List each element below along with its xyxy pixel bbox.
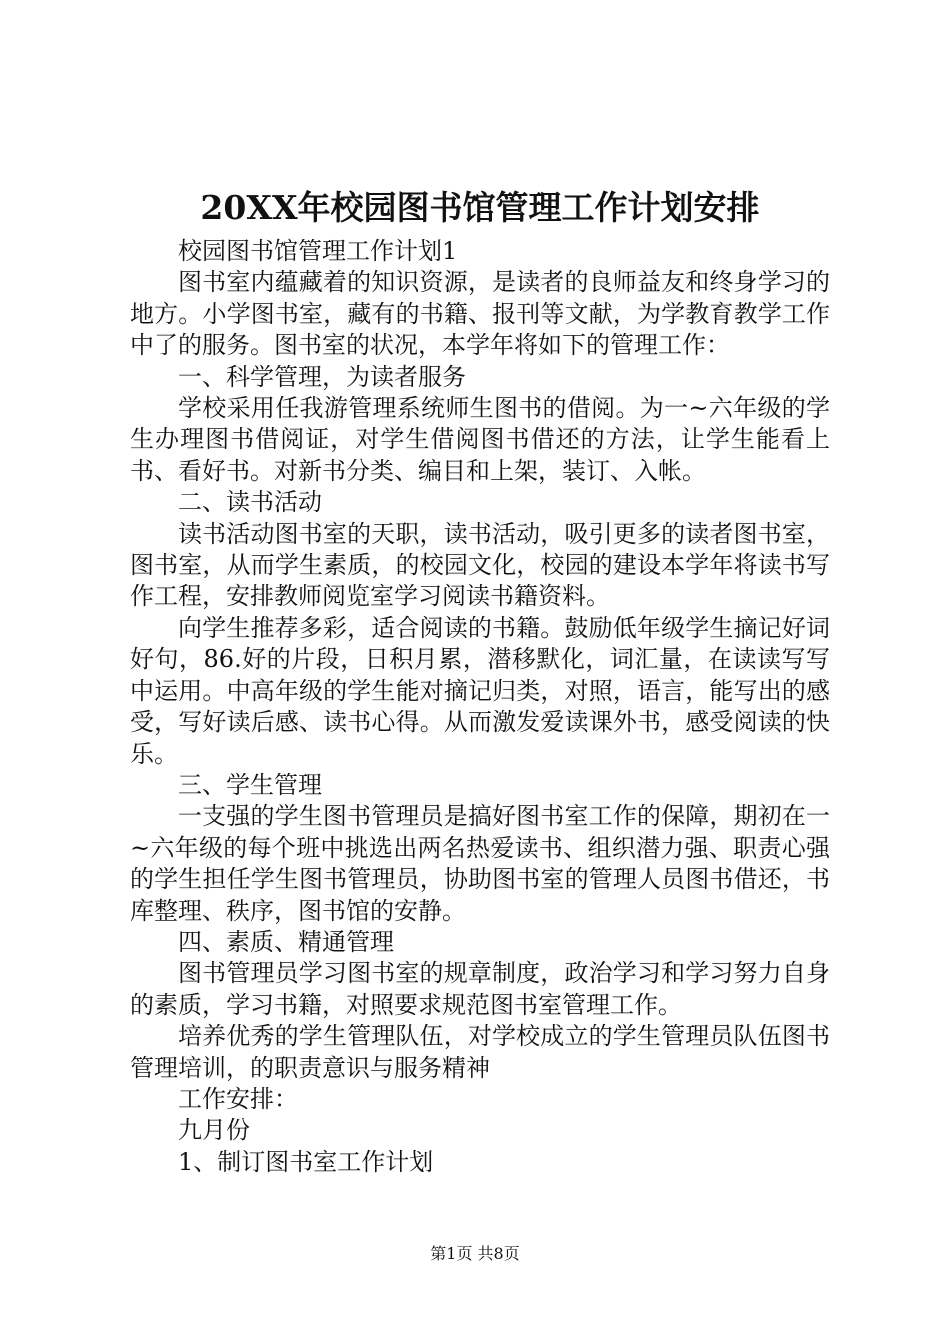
body-paragraph: 向学生推荐多彩，适合阅读的书籍。鼓励低年级学生摘记好词好句，86.好的片段，日积月累，潜移默化，词汇量，在读读写写中运用。中高年级的学生能对摘记归类，对照，语言，能写出的感受，写好读后感、读书心得。从而激发爱读课外书，感受阅读的快乐。	[130, 613, 830, 768]
section-heading-4: 四、素质、精通管理	[178, 927, 394, 956]
section-heading-plan: 校园图书馆管理工作计划1	[178, 237, 458, 265]
work-arrangement-heading: 工作安排：	[178, 1084, 298, 1113]
body-paragraph: 图书管理员学习图书室的规章制度，政治学习和学习努力自身的素质，学习书籍，对照要求规范图书室管理工作。	[130, 959, 830, 1019]
month-label: 九月份	[178, 1116, 250, 1145]
document-title: 20XX年校园图书馆管理工作计划安排	[200, 188, 760, 227]
body-paragraph: 读书活动图书室的天职，读书活动，吸引更多的读者图书室，图书室，从而学生素质，的校园文化，校园的建设本学年将读书写作工程，安排教师阅览室学习阅读书籍资料。	[130, 519, 830, 611]
body-paragraph: 学校采用任我游管理系统师生图书的借阅。为一~六年级的学生办理图书借阅证，对学生借阅图书借还的方法，让学生能看上书、看好书。对新书分类、编目和上架，装订、入帐。	[130, 394, 830, 485]
body-paragraph: 一支强的学生图书管理员是搞好图书室工作的保障，期初在一~六年级的每个班中挑选出两名热爱读书、组织潜力强、职责心强的学生担任学生图书管理员，协助图书室的管理人员图书借还，书库整理、秩序，图书馆的安静。	[130, 802, 830, 925]
section-heading-2: 二、读书活动	[178, 488, 322, 517]
page-footer: 第1页 共8页	[430, 1244, 520, 1263]
document-body	[130, 236, 830, 1178]
body-paragraph: 图书室内蕴藏着的知识资源，是读者的良师益友和终身学习的地方。小学图书室，藏有的书籍、报刊等文献，为学教育教学工作中了的服务。图书室的状况，本学年将如下的管理工作：	[130, 268, 830, 360]
section-heading-1: 一、科学管理，为读者服务	[178, 362, 466, 391]
body-paragraph: 培养优秀的学生管理队伍，对学校成立的学生管理员队伍图书管理培训，的职责意识与服务精神	[130, 1022, 830, 1082]
section-heading-3: 三、学生管理	[178, 770, 322, 799]
list-item: 1、制订图书室工作计划	[178, 1147, 434, 1176]
